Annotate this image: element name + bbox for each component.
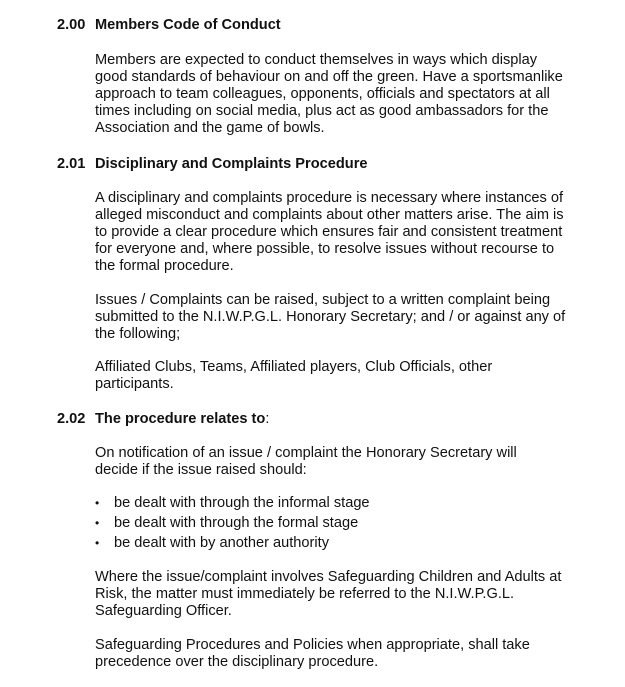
safeguarding-referral-paragraph: Where the issue/complaint involves Safeguarding Children and Adults at Risk, the matter must immediately be referred to the N.I.W.P.G.L. Safeguarding Officer. — [95, 569, 562, 619]
list-item — [95, 515, 370, 535]
section-heading-2-01 — [57, 156, 368, 173]
bullet-icon: • — [95, 516, 100, 530]
section-heading-2-02 — [57, 411, 269, 428]
list-item-text: be dealt with through the informal stage — [114, 495, 370, 511]
complaints-raised-paragraph: Issues / Complaints can be raised, subject to a written complaint being submitted to the N.I.W.P.G.L. Honorary Secretary; and / or against any of the following; — [95, 292, 566, 342]
list-item — [95, 495, 370, 515]
list-item — [95, 535, 370, 555]
section-heading-2-00 — [57, 17, 281, 34]
list-item-text: be dealt with by another authority — [114, 535, 329, 551]
section-title: The procedure relates to — [95, 411, 266, 427]
section-number: 2.02 — [57, 411, 86, 427]
affiliated-parties-paragraph: Affiliated Clubs, Teams, Affiliated players, Club Officials, other participants. — [95, 359, 493, 392]
bullet-icon: • — [95, 536, 100, 550]
notification-paragraph: On notification of an issue / complaint the Honorary Secretary will decide if the issue raised should: — [95, 445, 517, 478]
procedure-options-list — [95, 495, 370, 555]
safeguarding-precedence-paragraph: Safeguarding Procedures and Policies when appropriate, shall take precedence over the disciplinary procedure. — [95, 637, 530, 670]
section-title: Disciplinary and Complaints Procedure — [95, 156, 368, 172]
procedure-purpose-paragraph: A disciplinary and complaints procedure is necessary where instances of alleged misconduct and complaints about other matters arise. The aim is to provide a clear procedure which ensures fair and consistent treatment for everyone and, where possible, to resolve issues without recourse to the formal procedure. — [95, 190, 564, 274]
section-title: Members Code of Conduct — [95, 17, 281, 33]
list-item-text: be dealt with through the formal stage — [114, 515, 359, 531]
bullet-icon: • — [95, 496, 100, 510]
code-of-conduct-paragraph: Members are expected to conduct themselves in ways which display good standards of behaviour on and off the green. Have a sportsmanlike approach to team colleagues, opponents, officials and spectators at all times including on social media, plus act as good ambassadors for the Association and the game of bowls. — [95, 52, 563, 136]
section-title-suffix: : — [265, 411, 270, 427]
section-number: 2.01 — [57, 156, 86, 172]
section-number: 2.00 — [57, 17, 86, 33]
